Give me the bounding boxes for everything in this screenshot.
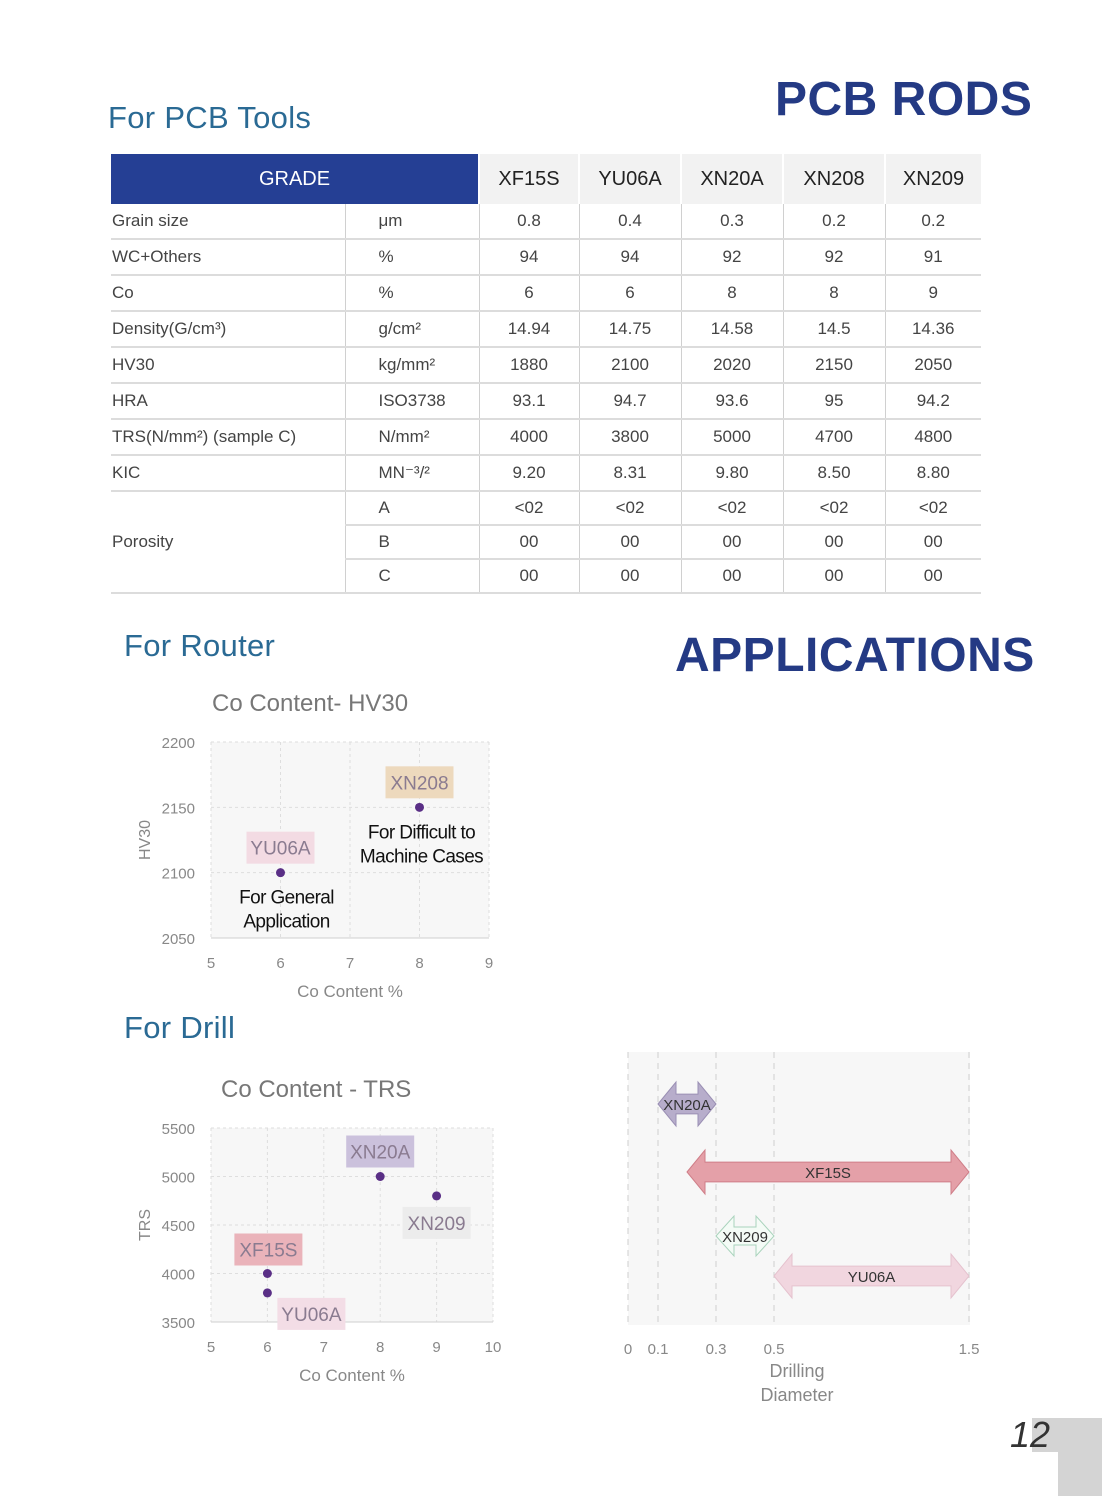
chart-title-hv30: Co Content- HV30 [212,690,409,717]
x-tick-label: 1.5 [958,1341,980,1358]
table-cell: 8.80 [885,455,981,491]
applications-title: APPLICATIONS [675,629,1035,682]
point-label: YU06A [250,838,311,860]
point-label: XN209 [407,1213,466,1235]
x-axis-label: Drilling [769,1361,825,1381]
row-label: Porosity [111,491,345,593]
row-label: KIC [111,455,345,491]
x-tick-label: 8 [415,955,424,972]
chart-title-trs: Co Content - TRS [221,1076,412,1103]
table-cell: 4000 [479,419,579,455]
table-cell: 94.2 [885,383,981,419]
data-point [263,1288,272,1297]
table-cell: 00 [885,525,981,559]
table-cell: 91 [885,239,981,275]
grade-col-header: XN208 [783,154,885,204]
grade-col-header: XN20A [681,154,783,204]
range-label: XN209 [722,1229,768,1246]
table-cell: 0.8 [479,204,579,239]
table-cell: 8 [783,275,885,311]
table-cell: <02 [579,491,681,525]
table-cell: 00 [579,559,681,593]
y-tick-label: 5000 [161,1169,195,1187]
table-row [111,204,981,239]
point-annotation: For General [239,887,334,909]
table-cell: <02 [783,491,885,525]
y-axis-label: HV30 [137,819,154,861]
x-tick-label: 7 [319,1339,328,1356]
x-tick-label: 0.3 [705,1341,727,1358]
x-axis-label: Co Content % [297,982,403,1001]
row-unit: MN⁻³/² [345,455,479,491]
row-unit: kg/mm² [345,347,479,383]
data-point [263,1269,272,1278]
page-title-pcb-rods: PCB RODS [775,73,1033,126]
x-tick-label: 0 [623,1341,633,1358]
range-label: XF15S [805,1165,851,1182]
point-label: XN208 [390,773,449,795]
row-label: TRS(N/mm²) (sample C) [111,419,345,455]
table-cell: 3800 [579,419,681,455]
x-tick-label: 0.5 [763,1341,785,1358]
table-row [111,491,981,525]
table-cell: 9.80 [681,455,783,491]
y-tick-label: 5500 [161,1121,195,1138]
section-title-pcb-tools: For PCB Tools [108,100,312,135]
point-annotation: For Difficult to [367,822,476,844]
trs-scatter-chart [120,1110,540,1400]
table-cell: 6 [479,275,579,311]
y-tick-label: 2050 [161,931,195,948]
table-cell: 9 [885,275,981,311]
table-cell: 00 [579,525,681,559]
x-tick-label: 0.1 [647,1341,669,1358]
table-row [111,311,981,347]
x-tick-label: 5 [206,1339,216,1356]
table-cell: 92 [783,239,885,275]
row-unit: μm [345,204,479,239]
table-cell: 94.7 [579,383,681,419]
table-cell: 2020 [681,347,783,383]
table-cell: <02 [479,491,579,525]
table-cell: <02 [681,491,783,525]
data-point [376,1172,385,1181]
y-tick-label: 4000 [161,1266,195,1284]
table-cell: 14.94 [479,311,579,347]
table-cell: 93.6 [681,383,783,419]
table-cell: 4700 [783,419,885,455]
table-row [111,419,981,455]
row-unit: B [345,525,479,559]
y-tick-label: 4500 [161,1218,195,1235]
grade-col-header: YU06A [579,154,681,204]
table-cell: 00 [783,559,885,593]
x-tick-label: 8 [376,1339,385,1356]
x-tick-label: 7 [345,955,355,972]
x-tick-label: 6 [276,955,285,972]
point-label: XN20A [350,1142,411,1164]
x-tick-label: 10 [484,1339,502,1356]
table-cell: 00 [681,525,783,559]
row-unit: N/mm² [345,419,479,455]
row-label: Grain size [111,204,345,239]
y-tick-label: 2150 [161,800,195,818]
x-tick-label: 6 [263,1339,272,1356]
table-cell: 8.31 [579,455,681,491]
x-tick-label: 9 [432,1339,441,1356]
table-cell: 95 [783,383,885,419]
table-cell: 1880 [479,347,579,383]
table-row [111,275,981,311]
data-point [276,868,285,877]
point-label: XF15S [239,1240,298,1262]
row-unit: % [345,275,479,311]
drilling-diameter-chart [600,1040,1000,1410]
data-point [415,803,424,812]
table-cell: 0.2 [885,204,981,239]
point-label: YU06A [281,1304,342,1326]
table-cell: 14.75 [579,311,681,347]
row-label: HV30 [111,347,345,383]
table-cell: 8 [681,275,783,311]
table-row [111,383,981,419]
table-cell: 94 [479,239,579,275]
row-unit: C [345,559,479,593]
table-row [111,239,981,275]
table-cell: 14.5 [783,311,885,347]
row-label: Co [111,275,345,311]
page-number: 12 [1010,1414,1051,1455]
x-axis-label: Co Content % [299,1366,405,1385]
table-row [111,455,981,491]
row-unit: ISO3738 [345,383,479,419]
table-cell: 2050 [885,347,981,383]
table-cell: 8.50 [783,455,885,491]
hv30-scatter-chart [120,725,540,1015]
row-label: HRA [111,383,345,419]
grade-header: GRADE [111,154,479,204]
row-label: WC+Others [111,239,345,275]
table-cell: 00 [479,559,579,593]
data-point [432,1191,441,1200]
y-tick-label: 2100 [161,865,195,883]
table-cell: 94 [579,239,681,275]
section-title-drill: For Drill [124,1010,236,1045]
table-cell: 00 [479,525,579,559]
table-header-row [111,154,981,204]
table-cell: 4800 [885,419,981,455]
table-cell: 6 [579,275,681,311]
point-annotation: Machine Cases [359,846,484,868]
table-cell: 9.20 [479,455,579,491]
table-cell: 14.58 [681,311,783,347]
table-cell: <02 [885,491,981,525]
row-label: Density(G/cm³) [111,311,345,347]
table-cell: 92 [681,239,783,275]
page-corner-block [1058,1418,1102,1496]
x-axis-label: Diameter [760,1385,834,1405]
table-cell: 00 [783,525,885,559]
table-cell: 5000 [681,419,783,455]
table-cell: 00 [681,559,783,593]
grade-col-header: XF15S [479,154,579,204]
table-cell: 0.4 [579,204,681,239]
range-label: YU06A [847,1269,896,1286]
table-cell: 2100 [579,347,681,383]
range-label: XN20A [663,1097,711,1114]
y-tick-label: 3500 [161,1315,195,1332]
point-annotation: Application [243,911,330,933]
x-tick-label: 5 [206,955,216,972]
row-unit: A [345,491,479,525]
row-unit: g/cm² [345,311,479,347]
x-tick-label: 9 [484,955,494,972]
spec-table [111,154,981,594]
table-cell: 93.1 [479,383,579,419]
table-cell: 14.36 [885,311,981,347]
table-cell: 00 [885,559,981,593]
table-cell: 2150 [783,347,885,383]
y-tick-label: 2200 [161,735,195,752]
table-row [111,347,981,383]
table-cell: 0.3 [681,204,783,239]
y-axis-label: TRS [137,1209,154,1241]
section-title-router: For Router [124,628,276,663]
grade-col-header: XN209 [885,154,981,204]
table-cell: 0.2 [783,204,885,239]
row-unit: % [345,239,479,275]
